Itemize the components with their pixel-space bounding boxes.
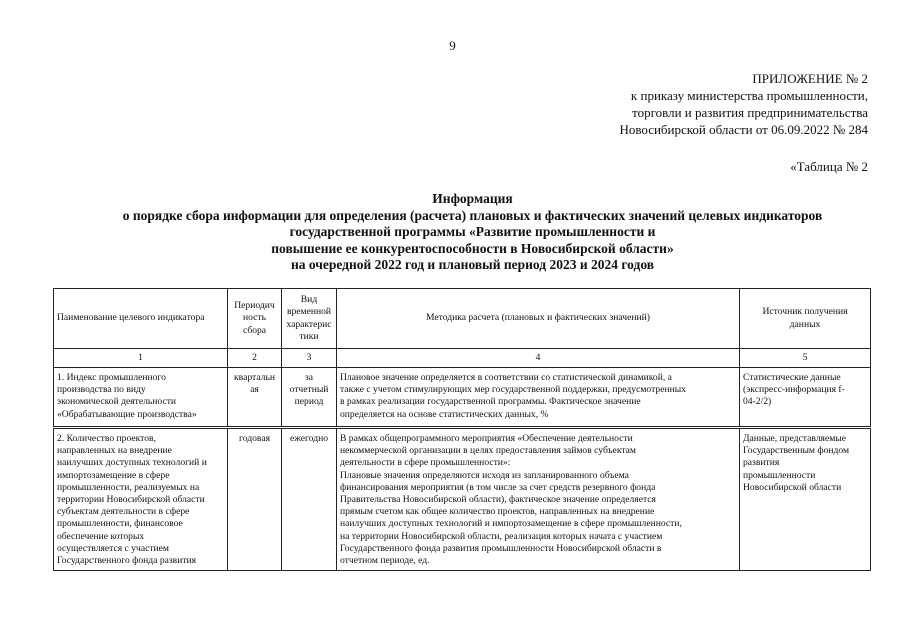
column-number-cell: 5	[740, 349, 871, 368]
appendix-header	[619, 70, 868, 138]
header-cell: Вид временной характерис тики	[282, 289, 337, 349]
title-line: повышение ее конкурентоспособности в Новосибирской области»	[271, 240, 674, 256]
indicators-table	[53, 288, 871, 571]
table-header-row	[54, 289, 871, 349]
header-cell: Периодич ность сбора	[228, 289, 282, 349]
header-cell: Методика расчета (плановых и фактических значений)	[337, 289, 740, 349]
title-line: на очередной 2022 год и плановый период 2023 и 2024 годов	[290, 257, 655, 273]
table-caption: «Таблица № 2	[790, 159, 868, 174]
appendix-line: Новосибирской области от 06.09.2022 № 284	[619, 122, 868, 137]
column-number-cell: 4	[337, 349, 740, 368]
header-cell: Паименование целевого индикатора	[54, 289, 228, 349]
source-cell: Данные, представляемые Государственным фондом развития промышленности Новосибирской области	[740, 428, 871, 571]
time-type-cell: ежегодно	[282, 428, 337, 571]
method-cell: В рамках общепрограммного мероприятия «Обеспечение деятельности некоммерческой организации в целях предоставления займов субъектам деятельности в сфере промышленности»: Плановые значения определяются исходя из запланированного объема финансирования мероприятия (в том числе за счет средств резервного фонда Правительства Новосибирской области), фактическое значение определяется прямым счетом как общее количество проектов, направленных на внедрение наилучших доступных технологий и импортозамещение в сфере промышленности, на территории Новосибирской области, реализация которых начата с участием Государственного фонда развития промышленности Новосибирской области в отчетном периоде, ед.	[337, 428, 740, 571]
header-cell: Источник получения данных	[740, 289, 871, 349]
title-line: государственной программы «Развитие промышленности и	[289, 224, 656, 240]
appendix-line: торговли и развития предпринимательства	[632, 105, 868, 120]
indicator-cell: 2. Количество проектов, направленных на внедрение наилучших доступных технологий и импортозамещение в сфере промышленности, реализуемых на территории Новосибирской области субъектам деятельности в сфере промышленности, финансовое обеспечение которых осуществляется с участием Государственного фонда развития	[54, 428, 228, 571]
title-line: о порядке сбора информации для определения (расчета) плановых и фактических значений целевых индикаторов	[122, 207, 823, 223]
periodicity-cell: квартальн ая	[228, 368, 282, 428]
indicator-cell: 1. Индекс промышленного производства по виду экономической деятельности «Обрабатывающие производства»	[54, 368, 228, 428]
column-number-cell: 3	[282, 349, 337, 368]
time-type-cell: за отчетный период	[282, 368, 337, 428]
page-number: 9	[449, 38, 456, 53]
periodicity-cell: годовая	[228, 428, 282, 571]
table-row	[54, 368, 871, 428]
column-number-cell: 2	[228, 349, 282, 368]
document-title	[40, 191, 905, 274]
method-cell: Плановое значение определяется в соответствии со статистической динамикой, а также с учетом стимулирующих мер государственной поддержки, предусмотренных в рамках реализации государственной программы. Фактическое значение определяется на основе статистических данных, %	[337, 368, 740, 428]
appendix-line: к приказу министерства промышленности,	[630, 88, 868, 103]
column-number-row	[54, 349, 871, 368]
source-cell: Статистические данные (экспресс-информация f- 04-2/2)	[740, 368, 871, 428]
column-number-cell: 1	[54, 349, 228, 368]
title-line: Информация	[432, 191, 513, 206]
appendix-line: ПРИЛОЖЕНИЕ № 2	[752, 71, 868, 86]
table-row	[54, 428, 871, 571]
